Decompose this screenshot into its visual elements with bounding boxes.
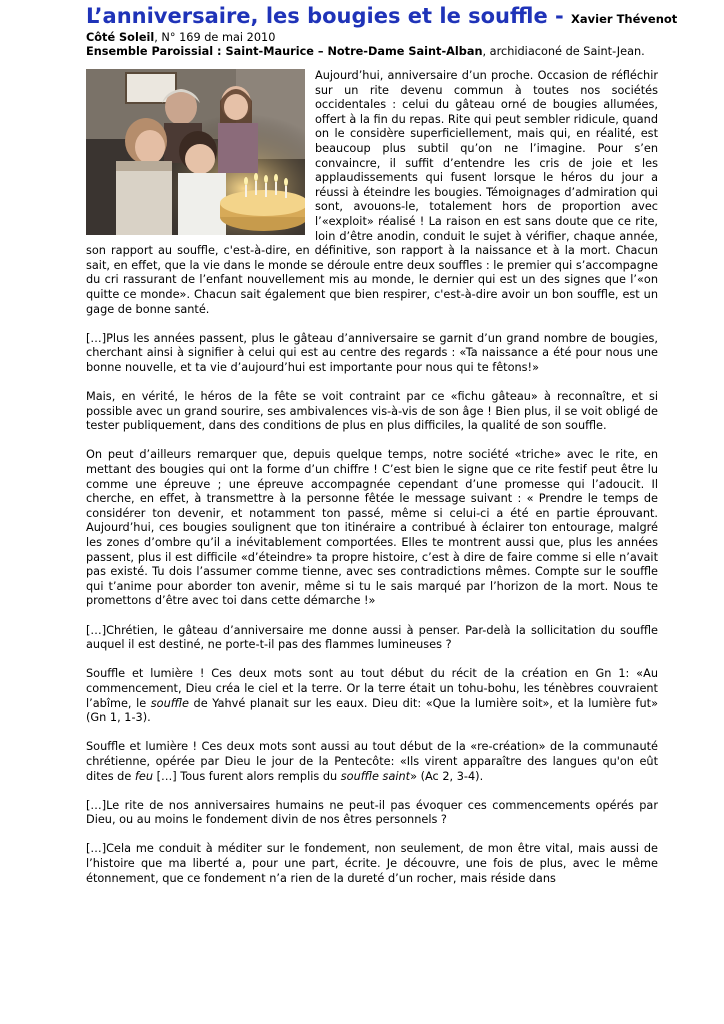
archdeaconry: , archidiaconé de Saint-Jean.	[482, 45, 645, 58]
article-body	[86, 69, 658, 886]
paragraph-7-italic-1: feu	[134, 769, 153, 783]
paragraph-1: Aujourd’hui, anniversaire d’un proche. Occasion de réfléchir sur un rite devenu commun à toutes nos sociétés occidentales : celui du gâteau orné de bougies allumées, offert à la fin du repas. Rite qui peut sembler ridicule, quand on le considère superficiellement, mais qui, en réalité, est beaucoup plus subtil qu’on ne l’imagine. Pour s’en convaincre, il suffit d’entendre les cris de joie et les applaudissements qui fusent lorsque le héros du jour a réussi à éteindre les bougies. Témoignages d’admiration qui sont, avouons-le, totalement hors de proportion avec l’«exploit» réalisé ! La raison en est sans doute que ce rite, loin d’être anodin, conduit le sujet à vérifier, chaque année, son rapport au souffle, c'est-à-dire, en définitive, son rapport à la naissance et à la mort. Chacun sait, en effet, que la vie dans le monde se déroule entre deux souffles : le premier qui s’accompagne du cri rassurant de l’enfant nouvellement mis au monde, le dernier qui est un des signes que l’«on quitte ce monde». Chacun sait également que bien respirer, c'est-à-dire avoir un bon souffle, est un gage de bonne santé.	[86, 69, 658, 316]
paragraph-7-text-c: » (Ac 2, 3-4).	[410, 769, 484, 783]
article-title	[86, 4, 678, 31]
paragraph-7-text-a: Souffle et lumière ! Ces deux mots sont aussi au tout début de la «re-création» de la communauté chrétienne, opérée par Dieu le jour de la Pentecôte: «Ils virent apparaître des langues qu'on eût dites de	[86, 740, 658, 783]
parish-name: Ensemble Paroissial : Saint-Maurice – Notre-Dame Saint-Alban	[86, 45, 483, 58]
document-page	[86, 4, 678, 901]
author-name: Xavier Thévenot	[571, 12, 678, 26]
paragraph-6-text-b: de Yahvé planait sur les eaux. Dieu dit: «Que la lumière soit», et la lumière fut» (Gn 1, 1-3).	[86, 696, 659, 725]
paragraph-6	[86, 667, 658, 725]
paragraph-6-text-a: Souffle et lumière ! Ces deux mots sont au tout début du récit de la création en Gn 1: «Au commencement, Dieu créa le ciel et la terre. Or la terre était un tohu-bohu, les ténèbres couvraient l’abîme, le	[86, 667, 658, 710]
birthday-photo	[86, 69, 305, 235]
title-text: L’anniversaire, les bougies et le souffle -	[86, 4, 572, 28]
paragraph-2: […]Plus les années passent, plus le gâteau d’anniversaire se garnit d’un grand nombre de bougies, cherchant ainsi à signifier à celui qui est au centre des regards : «Ta naissance a été pour nous une bonne nouvelle, et ta vie d’aujourd’hui est importante pour nous qui te fêtons!»	[86, 331, 658, 374]
paragraph-5: […]Chrétien, le gâteau d’anniversaire me donne aussi à penser. Par-delà la sollicitation du souffle auquel il est destiné, ne porte-t-il pas des flammes lumineuses ?	[86, 623, 658, 652]
publication-name: Côté Soleil	[86, 31, 155, 44]
birthday-photo-image	[86, 69, 305, 235]
parish-line	[86, 45, 658, 59]
publication-issue: , N° 169 de mai 2010	[154, 31, 276, 44]
paragraph-7-text-b: […] Tous furent alors remplis du	[152, 769, 341, 783]
paragraph-4: On peut d’ailleurs remarquer que, depuis quelque temps, notre société «triche» avec le rite, en mettant des bougies qui ont la forme d’un chiffre ! C’est bien le signe que ce rite festif peut être lu comme une épreuve ; une épreuve accompagnée cependant d’une promesse qui l’adoucit. Il cherche, en effet, à transmettre à la personne fêtée le message suivant : « Prendre le temps de considérer ton devenir, et notamment ton passé, même si celui-ci a été en partie éprouvant. Aujourd’hui, ces bougies soulignent que ton itinéraire a contribué à éclairer ton entourage, malgré les zones d’ombre qu’il a inévitablement comportées. Elles te montrent aussi que, plus les années passent, plus il est difficile «d’éteindre» ta propre histoire, c’est à dire de faire comme si elle n’avait pas existé. Tu dois l’assumer comme tienne, avec ses contradictions mêmes. Compte sur le souffle qui t’anime pour aborder ton avenir, même si tu le sais marqué par l’horizon de la mort. Nous te promettons d’être avec toi dans cette démarche !»	[86, 448, 658, 608]
paragraph-3: Mais, en vérité, le héros de la fête se voit contraint par ce «fichu gâteau» à reconnaître, et si possible avec un grand sourire, ses ambivalences vis-à-vis de son âge ! Bien plus, il se voit obligé de tester publiquement, dans des conditions de plus en plus difficiles, la qualité de son souffle.	[86, 390, 658, 433]
paragraph-7-italic-2: souffle saint	[340, 769, 411, 783]
paragraph-8: […]Le rite de nos anniversaires humains ne peut-il pas évoquer ces commencements opérés par Dieu, ou au moins le fondement divin de nos êtres personnels ?	[86, 798, 658, 827]
publication-line	[86, 31, 658, 45]
paragraph-7	[86, 740, 658, 784]
paragraph-6-italic: souffle	[150, 696, 189, 710]
paragraph-9: […]Cela me conduit à méditer sur le fondement, non seulement, de mon être vital, mais aussi de l’histoire que ma liberté a, pour une part, écrite. Je découvre, une fois de plus, avec le même étonnement, que ce fondement n’a rien de la dureté d’un rocher, mais réside dans	[86, 842, 658, 885]
